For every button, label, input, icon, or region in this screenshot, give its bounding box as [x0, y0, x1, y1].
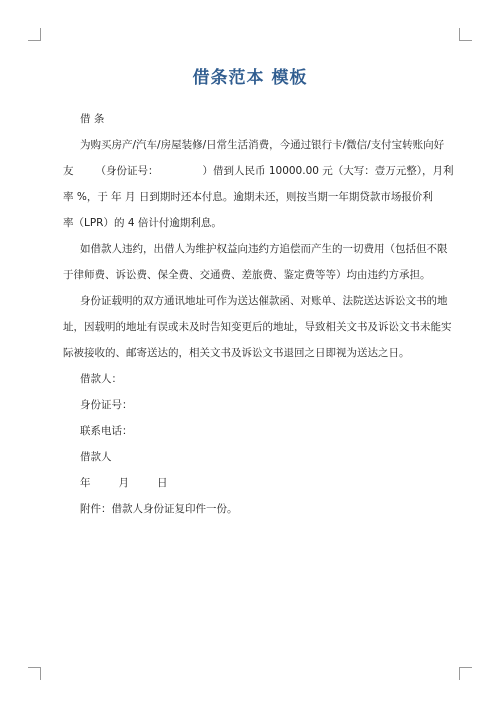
para1-line2-amount: ）借到人民币 10000.00 元（大写：壹万元整），月利: [202, 165, 454, 177]
para1-line2-id-label: （身份证号：: [95, 165, 159, 177]
para2-line2: 于律师费、诉讼费、保全费、交通费、差旅费、鉴定费等等）均由违约方承担。: [63, 269, 431, 281]
signature-borrower-2: 借款人: [80, 451, 112, 463]
para1-line4: 率（LPR）的 4 倍计付逾期利息。: [63, 217, 222, 229]
crop-mark-bottom-left: [28, 667, 41, 680]
para1-line2-friend: 友: [63, 165, 74, 177]
signature-date: [63, 474, 443, 492]
para1-line1: 为购买房产/汽车/房屋装修/日常生活消费，今通过银行卡/微信/支付宝转账向好: [80, 139, 445, 151]
signature-id-number: 身份证号：: [80, 399, 133, 411]
crop-mark-bottom-right: [459, 667, 472, 680]
date-day: 日: [157, 477, 168, 489]
attachment-note: 附件：借款人身份证复印件一份。: [80, 503, 238, 515]
crop-mark-top-right: [459, 28, 472, 41]
date-month: 月: [118, 477, 129, 489]
para3-line2: 址，因载明的地址有误或未及时告知变更后的地址，导致相关文书及诉讼文书未能实: [63, 321, 452, 333]
para3-line3: 际被接收的、邮寄送达的，相关文书及诉讼文书退回之日即视为送达之日。: [63, 347, 410, 359]
signature-phone: 联系电话：: [80, 425, 133, 437]
document-heading: 借 条: [80, 113, 105, 125]
date-year: 年: [80, 477, 91, 489]
signature-borrower: 借款人：: [80, 373, 122, 385]
para1-line2: [63, 162, 454, 180]
crop-mark-top-left: [28, 28, 41, 41]
para3-line1: 身份证载明的双方通讯地址可作为送达催款函、对账单、法院送达诉讼文书的地: [80, 295, 448, 307]
document-title: 借条范本 模板: [192, 68, 308, 88]
document-body: [63, 110, 454, 518]
para1-line3: 率 %，于 年 月 日到期时还本付息。逾期未还，则按当期一年期贷款市场报价利: [63, 191, 433, 203]
para2-line1: 如借款人违约，出借人为维护权益向违约方追偿而产生的一切费用（包括但不限: [80, 243, 448, 255]
